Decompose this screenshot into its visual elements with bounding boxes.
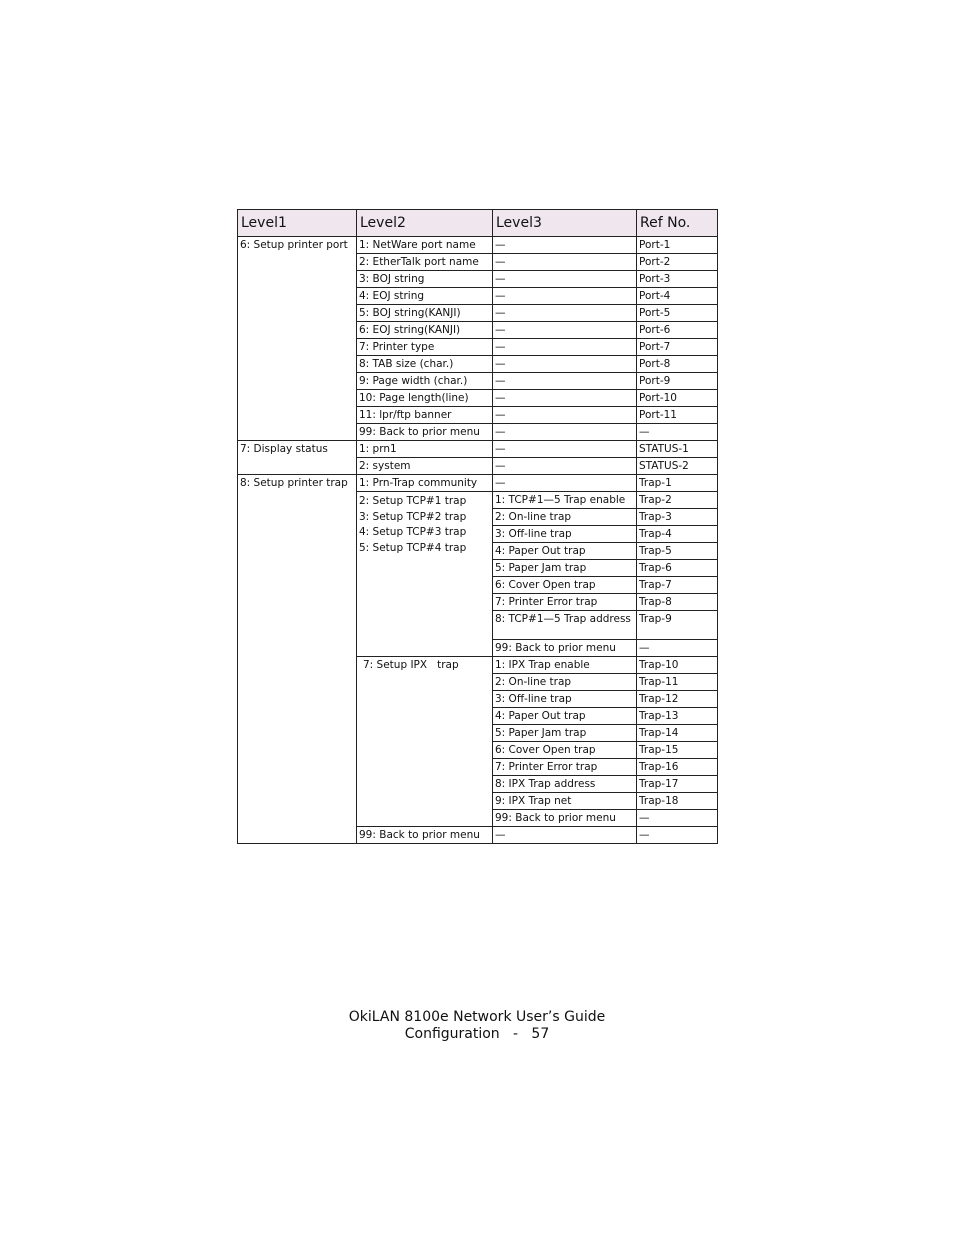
ref-no-cell: Trap-13: [637, 708, 718, 725]
footer-title: OkiLAN 8100e Network User’s Guide: [348, 1009, 606, 1025]
level3-cell: —: [493, 407, 637, 424]
level3-cell: 2: On-line trap: [493, 509, 637, 526]
level1-setup-printer-trap: 8: Setup printer trap: [238, 475, 357, 844]
level2-cell: 11: lpr/ftp banner: [357, 407, 493, 424]
level3-cell: 6: Cover Open trap: [493, 742, 637, 759]
level3-cell: 4: Paper Out trap: [493, 708, 637, 725]
level3-cell: —: [493, 441, 637, 458]
level3-cell: —: [493, 237, 637, 254]
level3-cell: 99: Back to prior menu: [493, 640, 637, 657]
level3-cell: 2: On-line trap: [493, 674, 637, 691]
table-row: [238, 237, 718, 254]
level3-cell: 8: TCP#1—5 Trap address: [493, 611, 637, 640]
table-header-row: [238, 210, 718, 237]
level3-cell: —: [493, 424, 637, 441]
level2-cell: 10: Page length(line): [357, 390, 493, 407]
ref-no-cell: Trap-5: [637, 543, 718, 560]
ref-no-cell: —: [637, 810, 718, 827]
ref-no-cell: Trap-15: [637, 742, 718, 759]
level2-setup-tcp-traps: [357, 492, 493, 657]
ref-no-cell: —: [637, 424, 718, 441]
ref-no-cell: Port-2: [637, 254, 718, 271]
ref-no-cell: Port-1: [637, 237, 718, 254]
level3-cell: —: [493, 305, 637, 322]
level2-tcp-trap-item: 3: Setup TCP#2 trap: [359, 510, 467, 523]
ref-no-cell: Trap-10: [637, 657, 718, 674]
ref-no-cell: Trap-17: [637, 776, 718, 793]
level2-cell: 5: BOJ string(KANJI): [357, 305, 493, 322]
ref-no-cell: Trap-16: [637, 759, 718, 776]
level2-cell: 1: Prn-Trap community: [357, 475, 493, 492]
ref-no-cell: Trap-9: [637, 611, 718, 640]
level3-cell: 7: Printer Error trap: [493, 594, 637, 611]
ref-no-cell: Port-3: [637, 271, 718, 288]
level3-cell: —: [493, 271, 637, 288]
menu-structure-table: [237, 209, 718, 844]
level3-cell: 3: Off-line trap: [493, 526, 637, 543]
level2-setup-ipx-trap: 7: Setup IPX trap: [357, 657, 493, 827]
ref-no-cell: Trap-2: [637, 492, 718, 509]
level3-cell: —: [493, 390, 637, 407]
level3-cell: 7: Printer Error trap: [493, 759, 637, 776]
level2-cell: 7: Printer type: [357, 339, 493, 356]
header-ref-no: Ref No.: [637, 210, 718, 237]
level2-cell: 6: EOJ string(KANJI): [357, 322, 493, 339]
table-body: [238, 237, 718, 844]
level1-setup-printer-port: 6: Setup printer port: [238, 237, 357, 441]
level2-cell: 2: EtherTalk port name: [357, 254, 493, 271]
ref-no-cell: Trap-1: [637, 475, 718, 492]
header-level2: Level2: [357, 210, 493, 237]
ref-no-cell: Trap-8: [637, 594, 718, 611]
ref-no-cell: Trap-18: [637, 793, 718, 810]
level2-cell: 4: EOJ string: [357, 288, 493, 305]
level3-cell: —: [493, 458, 637, 475]
level2-cell: 1: NetWare port name: [357, 237, 493, 254]
level2-cell: 3: BOJ string: [357, 271, 493, 288]
level3-cell: —: [493, 475, 637, 492]
level2-cell: 2: system: [357, 458, 493, 475]
ref-no-cell: STATUS-2: [637, 458, 718, 475]
level2-tcp-trap-item: 2: Setup TCP#1 trap: [359, 495, 467, 507]
level2-cell: 99: Back to prior menu: [357, 827, 493, 844]
ref-no-cell: Trap-14: [637, 725, 718, 742]
level3-cell: 4: Paper Out trap: [493, 543, 637, 560]
level3-cell: 99: Back to prior menu: [493, 810, 637, 827]
level3-cell: —: [493, 356, 637, 373]
table-row: [238, 441, 718, 458]
footer-section: Configuration - 57: [404, 1026, 550, 1042]
ref-no-cell: Port-6: [637, 322, 718, 339]
level3-cell: 5: Paper Jam trap: [493, 560, 637, 577]
header-level3: Level3: [493, 210, 637, 237]
level3-cell: —: [493, 288, 637, 305]
level3-cell: 5: Paper Jam trap: [493, 725, 637, 742]
level3-cell: —: [493, 827, 637, 844]
ref-no-cell: —: [637, 827, 718, 844]
ref-no-cell: Trap-12: [637, 691, 718, 708]
level3-cell: 1: TCP#1—5 Trap enable: [493, 492, 637, 509]
ref-no-cell: Trap-6: [637, 560, 718, 577]
level3-cell: 1: IPX Trap enable: [493, 657, 637, 674]
ref-no-cell: Port-11: [637, 407, 718, 424]
ref-no-cell: Trap-7: [637, 577, 718, 594]
level3-cell: 9: IPX Trap net: [493, 793, 637, 810]
table-row: [238, 475, 718, 492]
level3-cell: 8: IPX Trap address: [493, 776, 637, 793]
ref-no-cell: Port-9: [637, 373, 718, 390]
level2-tcp-trap-item: 5: Setup TCP#4 trap: [359, 541, 467, 554]
level1-display-status: 7: Display status: [238, 441, 357, 475]
ref-no-cell: Port-5: [637, 305, 718, 322]
level2-tcp-trap-item: 4: Setup TCP#3 trap: [359, 526, 467, 538]
level2-cell: 1: prn1: [357, 441, 493, 458]
ref-no-cell: Port-7: [637, 339, 718, 356]
ref-no-cell: —: [637, 640, 718, 657]
level3-cell: —: [493, 254, 637, 271]
ref-no-cell: Port-4: [637, 288, 718, 305]
level2-cell: 9: Page width (char.): [357, 373, 493, 390]
level3-cell: —: [493, 322, 637, 339]
level3-cell: —: [493, 339, 637, 356]
ref-no-cell: Port-10: [637, 390, 718, 407]
level3-cell: 6: Cover Open trap: [493, 577, 637, 594]
level3-cell: —: [493, 373, 637, 390]
ref-no-cell: Trap-4: [637, 526, 718, 543]
ref-no-cell: Trap-3: [637, 509, 718, 526]
level3-cell: 3: Off-line trap: [493, 691, 637, 708]
ref-no-cell: STATUS-1: [637, 441, 718, 458]
ref-no-cell: Trap-11: [637, 674, 718, 691]
header-level1: Level1: [238, 210, 357, 237]
level2-cell: 8: TAB size (char.): [357, 356, 493, 373]
ref-no-cell: Port-8: [637, 356, 718, 373]
level2-cell: 99: Back to prior menu: [357, 424, 493, 441]
